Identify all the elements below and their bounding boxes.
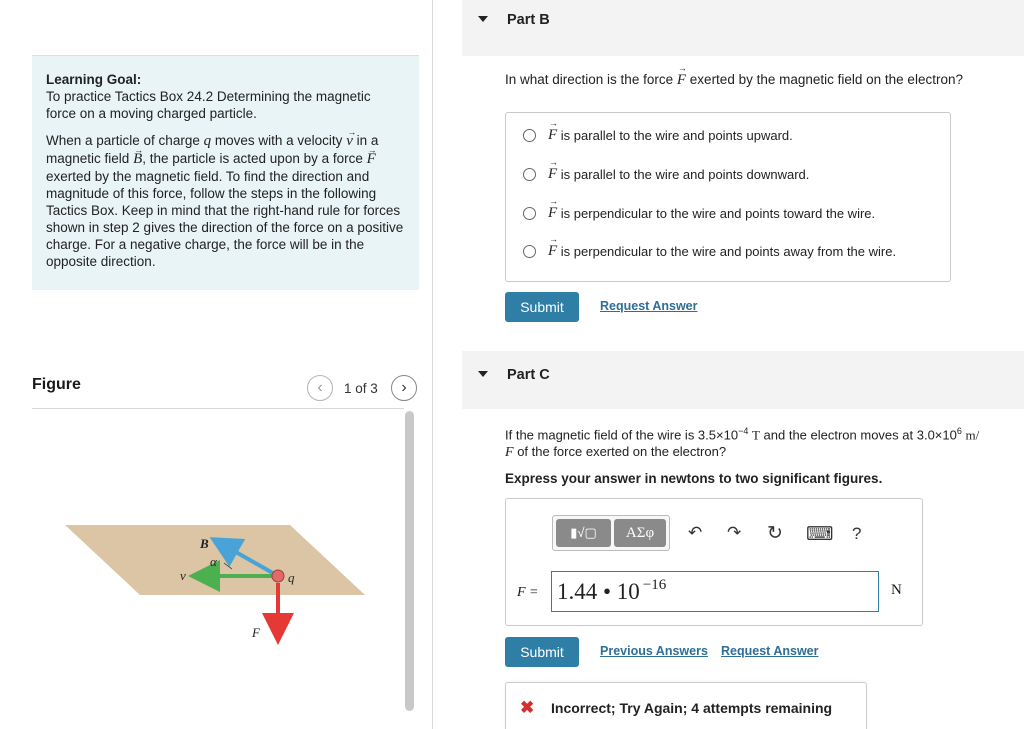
- question-text-line2: of the force exerted on the electron?: [517, 444, 727, 459]
- help-icon[interactable]: ?: [852, 524, 862, 543]
- learning-goal-intro: [46, 88, 405, 122]
- label-b: B: [200, 536, 209, 551]
- radio-button[interactable]: [523, 168, 536, 181]
- figure-divider: [32, 408, 404, 409]
- question-text-a: If the magnetic field of the wire is 3.5×10: [505, 427, 739, 443]
- figure-next-button[interactable]: [391, 375, 417, 401]
- question-text-b: and the electron moves at 3.0×10: [763, 427, 957, 443]
- answer-mantissa: 1.44 • 10: [557, 578, 640, 604]
- option-label: is perpendicular to the wire and points toward the wire.: [560, 206, 876, 221]
- intro-line-1: To practice Tactics Box 24.2 Determining the magnetic: [46, 89, 371, 104]
- question-symbol-f: → F: [677, 72, 686, 89]
- part-c-header[interactable]: [462, 351, 1024, 409]
- question-exponent-1: −4: [738, 426, 749, 436]
- radio-button[interactable]: [523, 129, 536, 142]
- part-b-title: Part B: [507, 12, 550, 28]
- part-c-question-line1: [505, 426, 1024, 443]
- part-c-submit-button[interactable]: Submit: [505, 637, 579, 667]
- question-unit-tesla: T: [751, 427, 760, 443]
- radio-button[interactable]: [523, 207, 536, 220]
- part-b-submit-button[interactable]: Submit: [505, 292, 579, 322]
- chevron-left-icon: ‹: [317, 379, 323, 396]
- option-label: is perpendicular to the wire and points away from the wire.: [560, 244, 897, 259]
- label-f: F: [252, 625, 260, 640]
- caret-down-icon: [478, 16, 488, 22]
- option-2[interactable]: [523, 166, 809, 183]
- feedback-text: Incorrect; Try Again; 4 attempts remaining: [551, 700, 833, 716]
- answer-exponent: −16: [642, 577, 667, 593]
- keyboard-icon[interactable]: ⌨: [806, 524, 834, 545]
- figure-label: Figure: [32, 376, 81, 393]
- desc-text-c: in a: [356, 133, 379, 148]
- option-symbol: → F: [548, 127, 557, 144]
- math-template-toolbar: [552, 515, 670, 551]
- caret-down-icon: [478, 371, 488, 377]
- symbol-b-vector: → B: [133, 151, 142, 168]
- figure-prev-button[interactable]: [307, 375, 333, 401]
- undo-icon[interactable]: ↶: [688, 523, 703, 542]
- option-label: is parallel to the wire and points downward.: [560, 167, 810, 182]
- answer-input[interactable]: [551, 571, 879, 612]
- part-b-request-answer-link[interactable]: Request Answer: [600, 299, 698, 313]
- redo-icon[interactable]: ↷: [727, 523, 742, 542]
- part-c-instruction: Express your answer in newtons to two significant figures.: [505, 471, 883, 486]
- intro-line-2: force on a moving charged particle.: [46, 106, 257, 121]
- label-q: q: [288, 570, 295, 585]
- symbol-f-vector: → F: [367, 151, 376, 168]
- symbol-q: q: [203, 133, 212, 149]
- previous-answers-link[interactable]: Previous Answers: [600, 644, 708, 658]
- part-b-header[interactable]: [462, 0, 1024, 56]
- part-b-options: [505, 112, 951, 282]
- question-unit-speed: m/: [965, 427, 980, 443]
- figure-scrollbar[interactable]: [405, 411, 414, 711]
- option-1[interactable]: [523, 127, 793, 144]
- answer-label-text: F =: [517, 585, 539, 600]
- option-label: is parallel to the wire and points upward.: [560, 128, 793, 143]
- magnetic-force-figure: [60, 515, 370, 650]
- fraction-sqrt-template-button[interactable]: [556, 519, 611, 547]
- option-symbol: → F: [548, 243, 557, 260]
- question-text-a: In what direction is the force: [505, 72, 674, 87]
- option-symbol: → F: [548, 205, 557, 222]
- label-v: v: [180, 568, 186, 583]
- option-4[interactable]: [523, 243, 896, 260]
- symbol-v-vector: → v: [346, 133, 353, 150]
- desc-text-b: moves with a velocity: [214, 133, 343, 148]
- question-symbol-f: F: [505, 445, 514, 460]
- greek-symbols-button[interactable]: ΑΣφ: [614, 519, 666, 547]
- desc-text-f: exerted by the magnetic field. To find the direction and magnitude of this force, follow the steps in the following Tactics Box. Keep in mind that the right-hand rule for forces shown in step 2 gives the direction of the force on a positive charge. For a negative charge, the force will be in the opposite direction.: [46, 169, 404, 269]
- question-exponent-2: 6: [956, 426, 962, 436]
- desc-text-e: , the particle is acted upon by a force: [142, 151, 363, 166]
- incorrect-x-icon: ✖: [520, 698, 535, 717]
- feedback-message: [505, 682, 867, 729]
- figure-pager-text: 1 of 3: [344, 381, 378, 396]
- reset-icon[interactable]: ↻: [767, 523, 783, 544]
- learning-goal-description: [46, 132, 405, 270]
- radio-button[interactable]: [523, 245, 536, 258]
- part-c-request-answer-link[interactable]: Request Answer: [721, 644, 819, 658]
- desc-text-d: magnetic field: [46, 151, 130, 166]
- answer-label: [517, 583, 539, 601]
- fraction-sqrt-template-icon: ▮√▢: [570, 525, 597, 540]
- option-3[interactable]: [523, 205, 875, 222]
- charge-particle: [272, 570, 284, 582]
- learning-goal-box: [32, 55, 419, 290]
- panel-divider: [432, 0, 433, 729]
- chevron-right-icon: ›: [401, 379, 407, 396]
- learning-goal-title: Learning Goal:: [46, 72, 142, 87]
- part-c-title: Part C: [507, 367, 550, 383]
- desc-text-a: When a particle of charge: [46, 133, 200, 148]
- answer-unit: N: [891, 582, 902, 598]
- part-c-question-line2: [505, 444, 726, 461]
- label-alpha: α: [210, 554, 217, 569]
- question-text-b: exerted by the magnetic field on the electron?: [689, 72, 963, 87]
- option-symbol: → F: [548, 166, 557, 183]
- part-b-question: [505, 72, 963, 89]
